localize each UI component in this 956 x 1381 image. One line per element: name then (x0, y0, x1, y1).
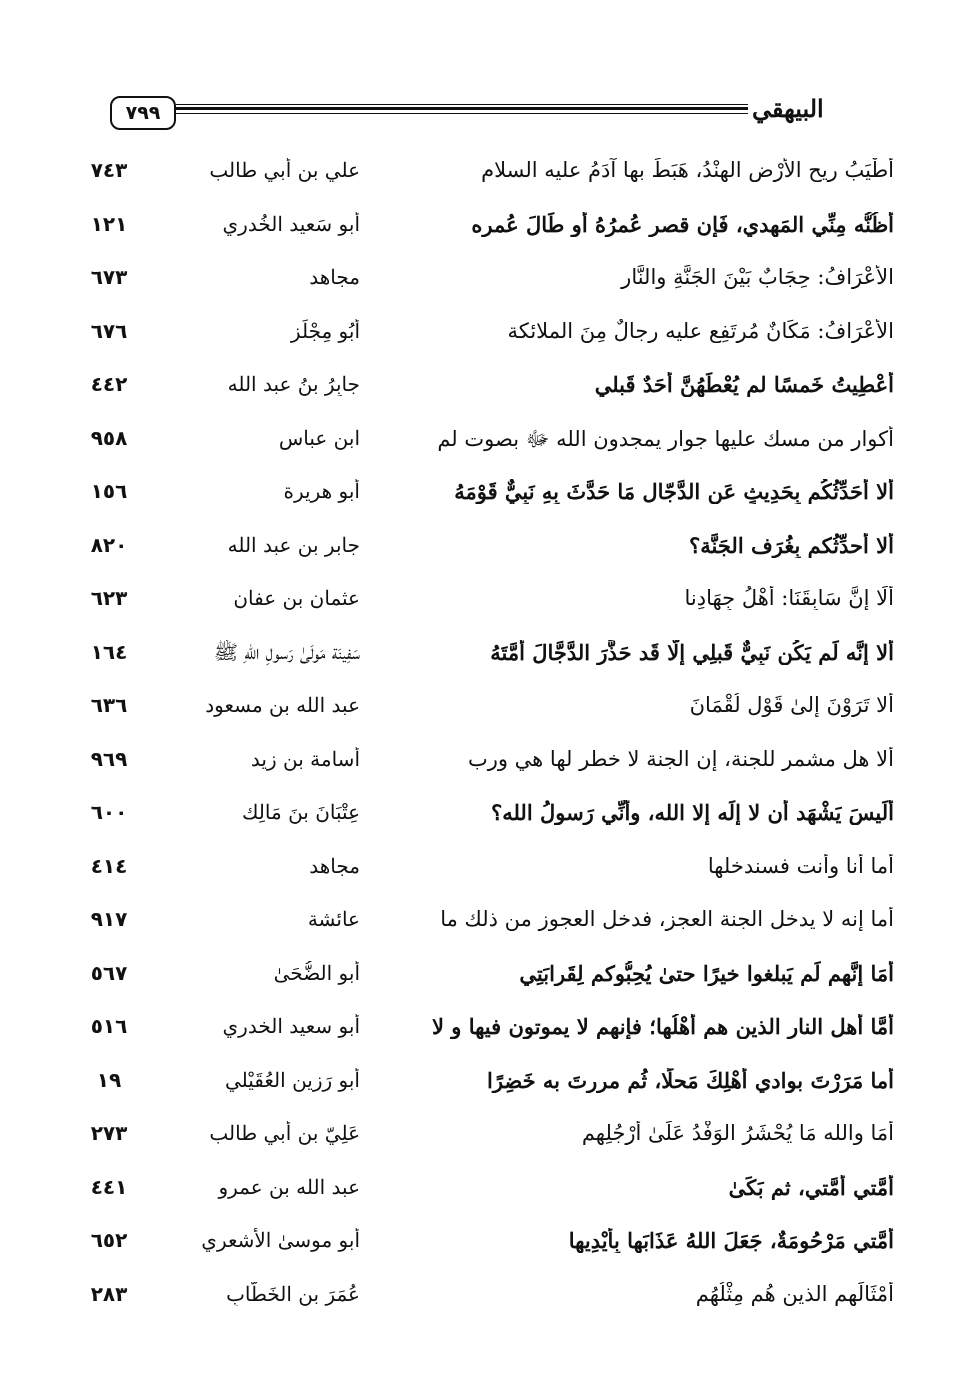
narrator-name: سَفِينَة مَولَىٰ رَسولِ اللهِ ﷺ (213, 639, 360, 664)
narrator-name: عبد الله بن عمرو (218, 1174, 360, 1199)
index-row (0, 152, 956, 206)
hadith-text: أُمَّتي مَرْحُومَةٌ، جَعَلَ اللهُ عَذَابَها بِأَيْدِيها (568, 1228, 894, 1253)
narrator-name: علي بن أبي طالب (209, 158, 360, 182)
hadith-text: أما مَرَرْتَ بوادي أَهْلِكَ مَحلًا، ثُم مررتَ به خَضِرًا (487, 1067, 894, 1093)
index-row (0, 259, 956, 313)
hadith-page-number: ٧٤٣ (90, 158, 128, 182)
hadith-text: أُمَّتي أُمَّتي، ثم بَكَىٰ (728, 1174, 894, 1200)
index-list (0, 152, 956, 1329)
narrator-name: عبد الله بن مسعود (205, 693, 360, 717)
index-row (0, 206, 956, 260)
hadith-page-number: ١٥٦ (90, 479, 128, 503)
index-row (0, 955, 956, 1009)
hadith-page-number: ٩٥٨ (90, 425, 128, 450)
hadith-text: أكوار من مسك عليها جوار يمجدون الله ﷻ بصوت لم (437, 426, 894, 451)
hadith-page-number: ٨٢٠ (90, 532, 128, 557)
narrator-name: أَبُو مِجْلَز (290, 318, 360, 343)
hadith-page-number: ٤١٤ (90, 853, 128, 878)
narrator-name: عِتْبَانَ بنَ مَالِك (241, 800, 360, 824)
narrator-name: أبو سَعيد الخُدري (222, 211, 360, 236)
hadith-text: أَمَا إِنَّهم لَم يَبلغوا خيرًا حتىٰ يُحِبُّوكم لِقَرابَتِي (519, 960, 894, 986)
hadith-text: ألا هل مشمر للجنة، إن الجنة لا خطر لها هي ورب (467, 746, 894, 771)
narrator-name: مجاهد (309, 265, 360, 289)
hadith-page-number: ٢٧٣ (90, 1121, 128, 1145)
index-row (0, 741, 956, 795)
index-row (0, 901, 956, 955)
narrator-name: ابن عباس (278, 425, 360, 450)
hadith-text: أما أنا وأنت فسندخلها (707, 853, 894, 878)
hadith-text: أَمْثَالَهم الذين هُم مِثْلُهُم (695, 1281, 894, 1306)
hadith-page-number: ٦٧٦ (90, 318, 128, 343)
hadith-text: أَمَّا أهل النار الذين هم أَهْلُها؛ فإنهم لا يموتون فيها و لا (431, 1014, 894, 1039)
hadith-page-number: ١٩ (96, 1067, 122, 1092)
narrator-name: عائشة (307, 907, 360, 931)
index-row (0, 1169, 956, 1223)
hadith-page-number: ٤٤١ (90, 1174, 128, 1199)
hadith-text: أَطْيَبُ رِيحِ الأَرْضِ الهِنْدُ، هَبَطَ بها آدَمُ عليه السلام (481, 158, 894, 182)
page-number: ٧٩٩ (110, 96, 176, 130)
narrator-name: أبو سعيد الخدري (222, 1014, 360, 1038)
index-row (0, 527, 956, 581)
hadith-page-number: ٢٨٣ (90, 1281, 128, 1306)
index-row (0, 634, 956, 688)
hadith-text: أَمَا والله مَا يُحْشَرُ الوَفْدُ عَلَىٰ أَرْجُلِهِم (581, 1121, 894, 1145)
index-row (0, 1062, 956, 1116)
narrator-name: جابِرُ بنُ عبد الله (227, 372, 360, 396)
hadith-page-number: ٦٧٣ (90, 265, 128, 289)
hadith-text: ألا أُحدِّثُكم بِغُرَف الجَنَّة؟ (689, 532, 894, 558)
hadith-text: أَظُنُّه مِنِّي المَهدي، فَإن قصر عُمرُهُ أو طَالَ عُمره (471, 211, 894, 237)
hadith-page-number: ٥٦٧ (90, 960, 128, 985)
hadith-text: أُعْطِيتُ خَمسًا لم يُعْطَهُنَّ أَحَدٌ قَبلي (594, 372, 894, 397)
index-row (0, 1115, 956, 1169)
index-row (0, 580, 956, 634)
index-row (0, 420, 956, 474)
hadith-page-number: ٥١٦ (90, 1014, 128, 1038)
index-row (0, 687, 956, 741)
narrator-name: عُمَرَ بنِ الخَطَّابِ (226, 1281, 360, 1306)
header-rule (176, 104, 748, 115)
index-row (0, 1222, 956, 1276)
narrator-name: عثمان بن عفان (233, 586, 360, 610)
hadith-text: الأَعْرَافُ: مَكَانٌ مُرتَفِع عليه رِجالٌ مِنَ الملائكة (507, 318, 894, 343)
hadith-page-number: ٩١٧ (90, 907, 128, 931)
hadith-text: أما إنه لا يدخل الجنة العجز، فدخل العجوز من ذلك ما (440, 907, 894, 931)
book-logo: البيهقي (752, 93, 824, 123)
hadith-page-number: ١٢١ (90, 211, 128, 236)
hadith-page-number: ١٦٤ (90, 639, 128, 664)
narrator-name: أبو الضُّحَىٰ (273, 960, 360, 985)
hadith-text: ألا إِنَّه لَم يَكُن نَبِيٌّ قَبلِي إلَّا قَد حَذَّرَ الدَّجَّالَ أُمَّتَهُ (490, 639, 894, 665)
narrator-name: جابر بن عبد الله (227, 532, 360, 557)
narrator-name: أسامة بن زيد (250, 746, 360, 771)
hadith-text: ألا أُحَدِّثُكُم بِحَدِيثٍ عَنِ الدَّجّال مَا حَدَّثَ بِهِ نَبِيٌّ قَوْمَهُ (454, 479, 894, 504)
index-row (0, 473, 956, 527)
index-row (0, 313, 956, 367)
hadith-text: أَلَيسَ يَشْهَد أَن لا إِلَه إلا الله، وأَنِّي رَسولُ الله؟ (491, 800, 894, 825)
index-row (0, 848, 956, 902)
hadith-text: أَلَا إِنَّ سَابِقَنَا: أَهْلُ جِهَادِنا (684, 586, 894, 610)
index-row (0, 366, 956, 420)
narrator-name: مجاهد (309, 853, 360, 878)
hadith-text: ألا تَرَوْنَ إلىٰ قَوْلِ لُقْمَانَ (689, 693, 894, 717)
hadith-text: الأَعْرَافُ: حِجَابٌ بَيْنَ الجَنَّةِ والنَّار (621, 265, 894, 289)
index-row (0, 1008, 956, 1062)
hadith-page-number: ٩٦٩ (90, 746, 128, 771)
hadith-page-number: ٦٣٦ (90, 693, 128, 717)
narrator-name: أبو رَزِين العُقَيْلي (224, 1067, 360, 1092)
hadith-page-number: ٦٠٠ (90, 800, 128, 824)
narrator-name: أبو هريرة (283, 479, 360, 503)
narrator-name: أبو موسىٰ الأشعري (201, 1228, 360, 1252)
hadith-page-number: ٦٥٢ (90, 1228, 128, 1252)
hadith-page-number: ٤٤٢ (90, 372, 128, 396)
hadith-page-number: ٦٢٣ (90, 586, 128, 610)
index-row (0, 794, 956, 848)
narrator-name: عَلِيّ بن أبي طالب (209, 1121, 360, 1145)
index-row (0, 1276, 956, 1330)
